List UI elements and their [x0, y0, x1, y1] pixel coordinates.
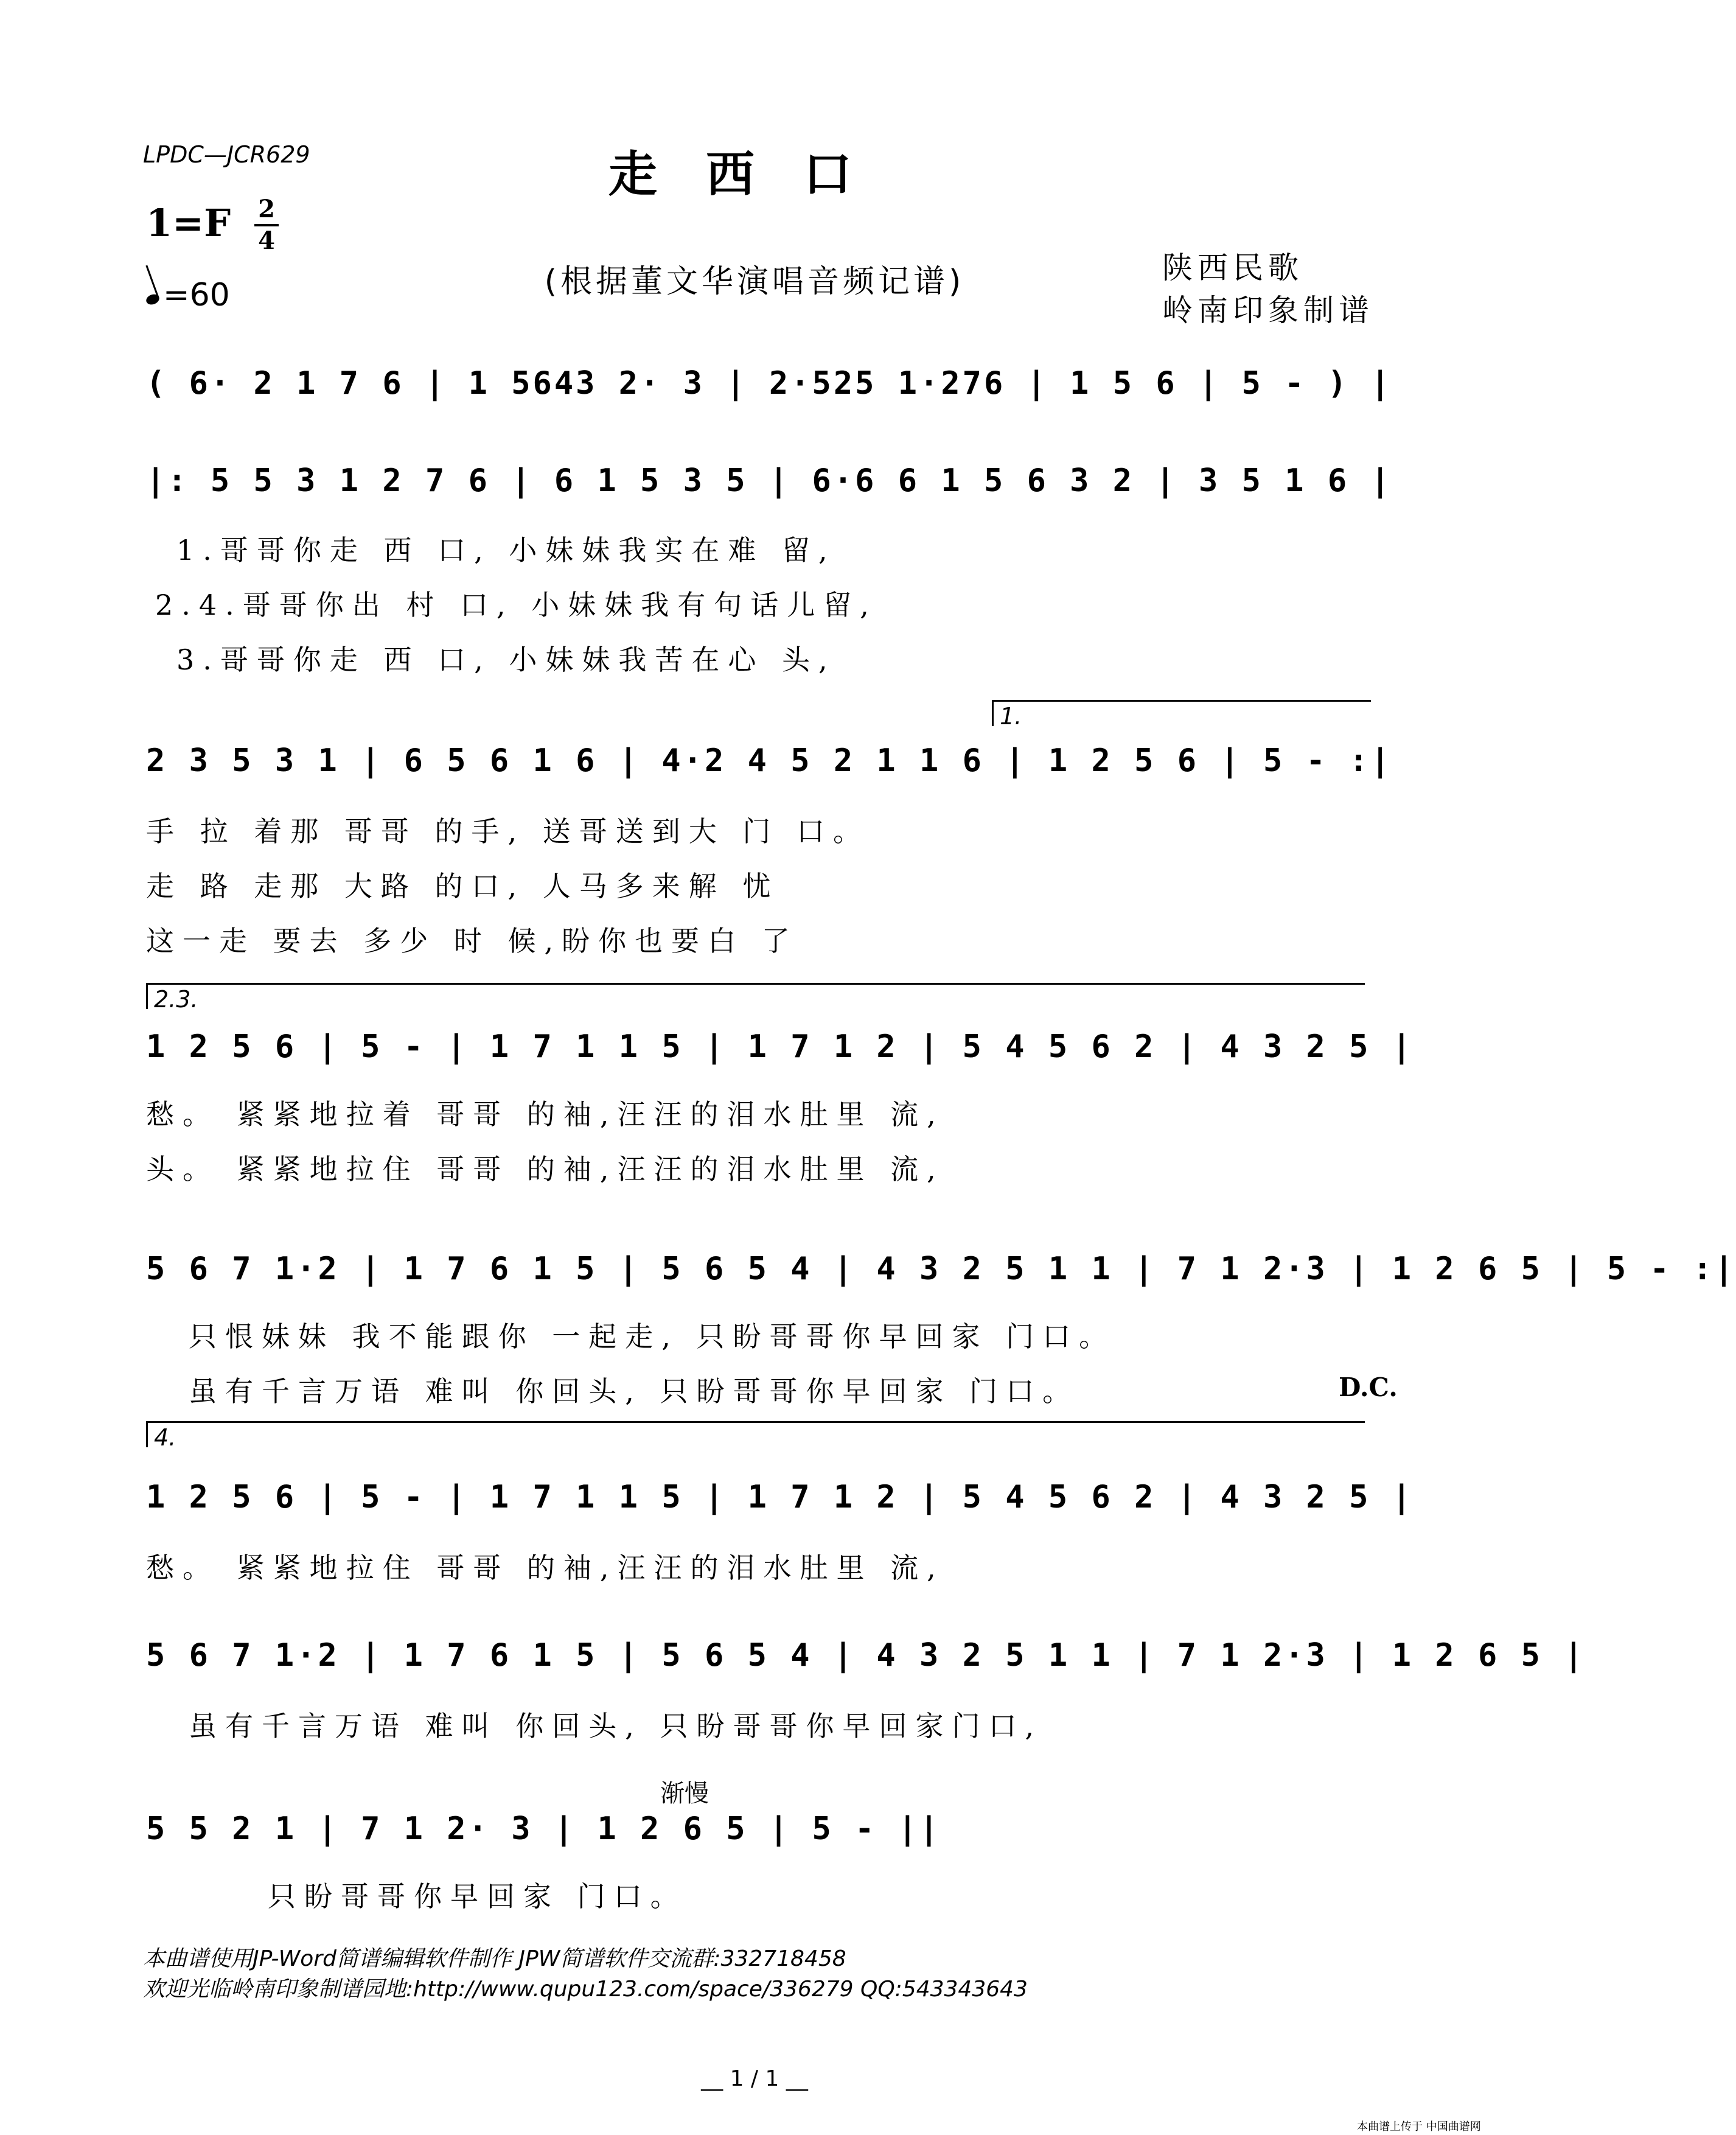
key-signature: 1=F: [146, 201, 231, 245]
staff-row-6: [146, 1637, 1586, 1686]
notation-row: 5 6 7 1·2 | 1 7 6 1 5 | 5 6 5 4 | 4 3 2 5 1 1 | 7 1 2·3 | 1 2 6 5 | 5 - :|: [146, 1251, 1736, 1287]
staff-row-3: [146, 1029, 1414, 1077]
footer-line-2: 欢迎光临岭南印象制谱园地:http://www.qupu123.com/space/336279 QQ:543343643: [143, 1977, 1028, 2002]
lyric-verse-1: 虽有千言万语 难叫 你回头, 只盼哥哥你早回家门口,: [189, 1710, 1043, 1742]
staff-row-7: [146, 1811, 1363, 1859]
lyric-verse-2: 虽有千言万语 难叫 你回头, 只盼哥哥你早回家 门口。: [189, 1375, 1079, 1408]
lyric-verse-2: 头。 紧紧地拉住 哥哥 的袖,汪汪的泪水肚里 流,: [146, 1153, 944, 1186]
song-title: 走西口: [608, 145, 901, 203]
score-code: LPDC—JCR629: [143, 141, 310, 168]
staff-row-4: [146, 1251, 1736, 1299]
lyric-verse-2: 2.4.哥哥你出 村 口, 小妹妹我有句话儿留,: [155, 589, 877, 621]
volta-bracket: [146, 1421, 1365, 1451]
lyric-verse-1: 1.哥哥你走 西 口, 小妹妹我实在难 留,: [176, 534, 836, 567]
volta-label: 4.: [154, 1424, 176, 1451]
arranger: 岭南印象制谱: [1162, 293, 1374, 328]
time-signature-top: 2: [258, 195, 275, 223]
lyric-verse-1: 只恨妹妹 我不能跟你 一起走, 只盼哥哥你早回家 门口。: [189, 1320, 1116, 1353]
staff-row-2: [146, 743, 1392, 791]
site-logo: 本曲谱上传于 中国曲谱网: [1357, 2120, 1481, 2133]
notation-row: 1 2 5 6 | 5 - | 1 7 1 1 5 | 1 7 1 2 | 5 4 5 6 2 | 4 3 2 5 |: [146, 1029, 1414, 1065]
staff-row-1: [146, 463, 1392, 511]
tempo-change-marking: 渐慢: [660, 1780, 709, 1808]
lyric-verse-2: 走 路 走那 大路 的口, 人马多来解 忧: [146, 870, 779, 903]
song-origin: 陕西民歌: [1162, 250, 1303, 285]
notation-row: 5 5 2 1 | 7 1 2· 3 | 1 2 6 5 | 5 - ||: [146, 1811, 941, 1847]
lyric-verse-1: 愁。 紧紧地拉着 哥哥 的袖,汪汪的泪水肚里 流,: [146, 1098, 944, 1131]
footer-line-1: 本曲谱使用JP-Word简谱编辑软件制作 JPW简谱软件交流群:332718458: [143, 1946, 846, 1971]
staff-row-5: [146, 1479, 1414, 1528]
tempo-value: =60: [163, 277, 230, 313]
da-capo-marking: D.C.: [1339, 1372, 1398, 1402]
notation-row: 2 3 5 3 1 | 6 5 6 1 6 | 4·2 4 5 2 1 1 6 | 1 2 5 6 | 5 - :|: [146, 743, 1392, 779]
notation-row: |: 5 5 3 1 2 7 6 | 6 1 5 3 5 | 6·6 6 1 5 6 3 2 | 3 5 1 6 |: [146, 463, 1392, 499]
lyric-verse-3: 这一走 要去 多少 时 候,盼你也要白 了: [146, 924, 798, 957]
time-signature-bottom: 4: [258, 226, 275, 255]
subtitle: (根据董文华演唱音频记谱): [544, 264, 965, 300]
volta-bracket: [992, 700, 1371, 730]
lyric-verse-1: 手 拉 着那 哥哥 的手, 送哥送到大 门 口。: [146, 815, 870, 848]
lyric-verse-3: 3.哥哥你走 西 口, 小妹妹我苦在心 头,: [176, 643, 836, 676]
volta-label: 2.3.: [154, 986, 198, 1013]
notation-row: 1 2 5 6 | 5 - | 1 7 1 1 5 | 1 7 1 2 | 5 4 5 6 2 | 4 3 2 5 |: [146, 1479, 1414, 1515]
volta-label: 1.: [1000, 703, 1022, 730]
time-signature: [254, 196, 279, 254]
lyric-verse-1: 只盼哥哥你早回家 门口。: [268, 1880, 687, 1913]
lyric-verse-1: 愁。 紧紧地拉住 哥哥 的袖,汪汪的泪水肚里 流,: [146, 1551, 944, 1584]
notation-row: ( 6· 2 1 7 6 | 1 5643 2· 3 | 2·525 1·276 | 1 5 6 | 5 - ) |: [146, 365, 1392, 402]
volta-bracket: [146, 983, 1365, 1013]
page-number: __ 1 / 1 __: [701, 2066, 808, 2091]
notation-row: 5 6 7 1·2 | 1 7 6 1 5 | 5 6 5 4 | 4 3 2 5 1 1 | 7 1 2·3 | 1 2 6 5 |: [146, 1637, 1586, 1674]
staff-row-intro: [146, 365, 1392, 414]
